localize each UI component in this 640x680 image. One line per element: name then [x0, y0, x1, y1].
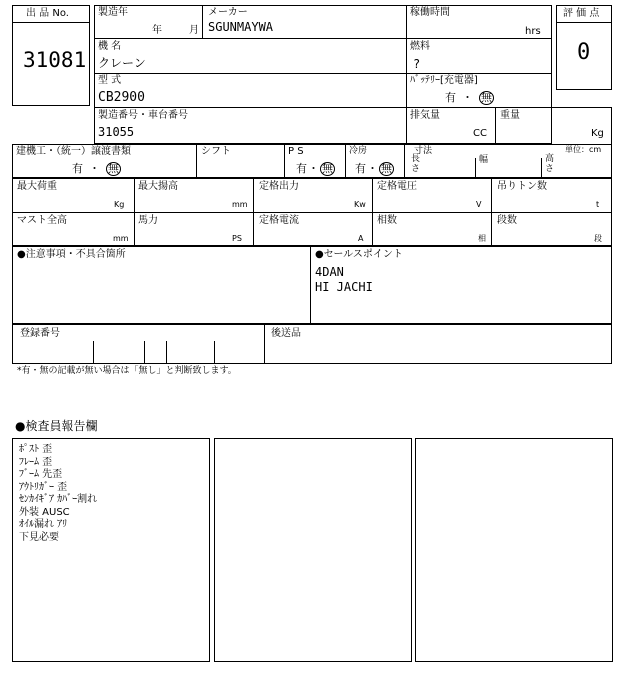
- serial-value: 31055: [98, 125, 135, 139]
- inspector-notes: [19, 444, 97, 544]
- ps-choice: 有・ 無: [296, 162, 333, 175]
- fuel-label: 燃料: [410, 41, 430, 52]
- inspector-line: ﾌﾚｰﾑ 歪: [19, 456, 53, 468]
- sales-point-label: ●セールスポイント: [315, 249, 403, 260]
- disclaimer: *有・無の記載が無い場合は「無し」と判断致します。: [17, 366, 237, 376]
- width-label: 幅: [479, 155, 489, 165]
- horsepower-unit: PS: [232, 234, 242, 243]
- inspector-panel-3: [415, 438, 613, 662]
- model-name-value: クレーン: [98, 56, 146, 70]
- hoist-unit: t: [596, 200, 600, 209]
- stages-label: 段数: [497, 215, 517, 226]
- inspector-line: ﾎﾟｽﾄ 歪: [19, 444, 53, 455]
- inspector-line: ｵｲﾙ漏れ ｱﾘ: [19, 519, 68, 530]
- battery-no-circled: 無: [481, 91, 492, 104]
- weight-label: 重量: [500, 110, 520, 121]
- header-grid: [94, 5, 552, 144]
- cert-no-circled: 無: [108, 162, 119, 175]
- rating-value: 0: [577, 40, 591, 65]
- stages-unit: 段: [594, 234, 602, 243]
- lot-number-value: 31081: [23, 48, 87, 72]
- horsepower-label: 馬力: [138, 215, 158, 226]
- mast-height-label: マスト全高: [17, 215, 67, 226]
- cooling-choice: 有・ 無: [355, 162, 392, 175]
- mfg-year-label: 製造年: [98, 7, 128, 18]
- rated-output-label: 定格出力: [259, 181, 299, 192]
- caution-label: ●注意事項・不具合箇所: [17, 249, 126, 260]
- lot-number-label: 出 品 No.: [26, 8, 69, 19]
- inspector-line: ｱｳﾄﾘｶﾞｰ 歪: [19, 481, 68, 493]
- rated-voltage-unit: V: [476, 200, 482, 209]
- battery-choice: 有 ・ 無: [445, 91, 492, 104]
- sales-point-line-1: 4DAN: [315, 265, 344, 279]
- hoist-label: 吊りトン数: [497, 181, 547, 192]
- cooling-no-circled: 無: [381, 162, 392, 175]
- inspector-line: 外装 AUSC: [19, 506, 70, 518]
- year-unit: 年: [152, 25, 162, 36]
- dims-label: 寸法: [414, 146, 433, 156]
- model-name-label: 機 名: [98, 41, 122, 52]
- registration-row: [12, 324, 612, 364]
- rated-current-label: 定格電流: [259, 215, 299, 226]
- weight-unit: Kg: [591, 128, 604, 139]
- month-unit: 月: [189, 25, 199, 36]
- cert-label: 建機工・（統一）譲渡書類: [16, 146, 131, 157]
- rated-voltage-label: 定格電圧: [377, 181, 417, 192]
- ps-label: P S: [288, 146, 304, 157]
- cooling-label: 冷房: [349, 146, 368, 156]
- inspector-line: ﾌﾞｰﾑ 先歪: [19, 469, 63, 480]
- displacement-unit: CC: [473, 128, 487, 139]
- ps-no-circled: 無: [322, 162, 333, 175]
- battery-label: ﾊﾞｯﾃﾘｰ[充電器]: [410, 75, 478, 86]
- rated-output-unit: Kw: [354, 200, 366, 209]
- serial-label: 製造番号・車台番号: [98, 110, 188, 121]
- phase-label: 相数: [377, 215, 397, 226]
- hours-unit: hrs: [525, 26, 541, 37]
- maker-label: メーカー: [208, 7, 248, 18]
- maker-value: SGUNMAYWA: [208, 20, 274, 34]
- shift-label: シフト: [201, 146, 231, 157]
- rating-label: 評 価 点: [563, 8, 600, 19]
- type-label: 型 式: [98, 75, 122, 86]
- max-load-label: 最大荷重: [17, 181, 57, 192]
- inspector-panel-2: [214, 438, 412, 662]
- rated-current-unit: A: [358, 234, 364, 243]
- inspector-title: ●検査員報告欄: [15, 419, 98, 433]
- max-load-unit: Kg: [114, 200, 125, 209]
- displacement-label: 排気量: [410, 110, 440, 121]
- length-label: 長 さ: [411, 154, 421, 174]
- cert-choice: 有 ・ 無: [72, 162, 119, 175]
- fuel-value: ?: [413, 57, 421, 71]
- inspector-line: ｾﾝｶｲｷﾞｱ ｶﾊﾞｰ割れ: [19, 494, 98, 505]
- registration-label: 登録番号: [20, 328, 60, 339]
- type-value: CB2900: [98, 90, 145, 105]
- height-label: 高 さ: [545, 154, 555, 174]
- mast-height-unit: mm: [113, 234, 129, 243]
- unit-label: 単位：cm: [565, 145, 602, 154]
- phase-unit: 相: [478, 234, 486, 243]
- hours-label: 稼働時間: [410, 7, 450, 18]
- inspector-line: 下見必要: [19, 531, 59, 543]
- sales-point-line-2: HI JACHI: [315, 280, 373, 294]
- shipping-label: 後送品: [271, 328, 301, 339]
- max-lift-unit: mm: [232, 200, 248, 209]
- max-lift-label: 最大揚高: [138, 181, 178, 192]
